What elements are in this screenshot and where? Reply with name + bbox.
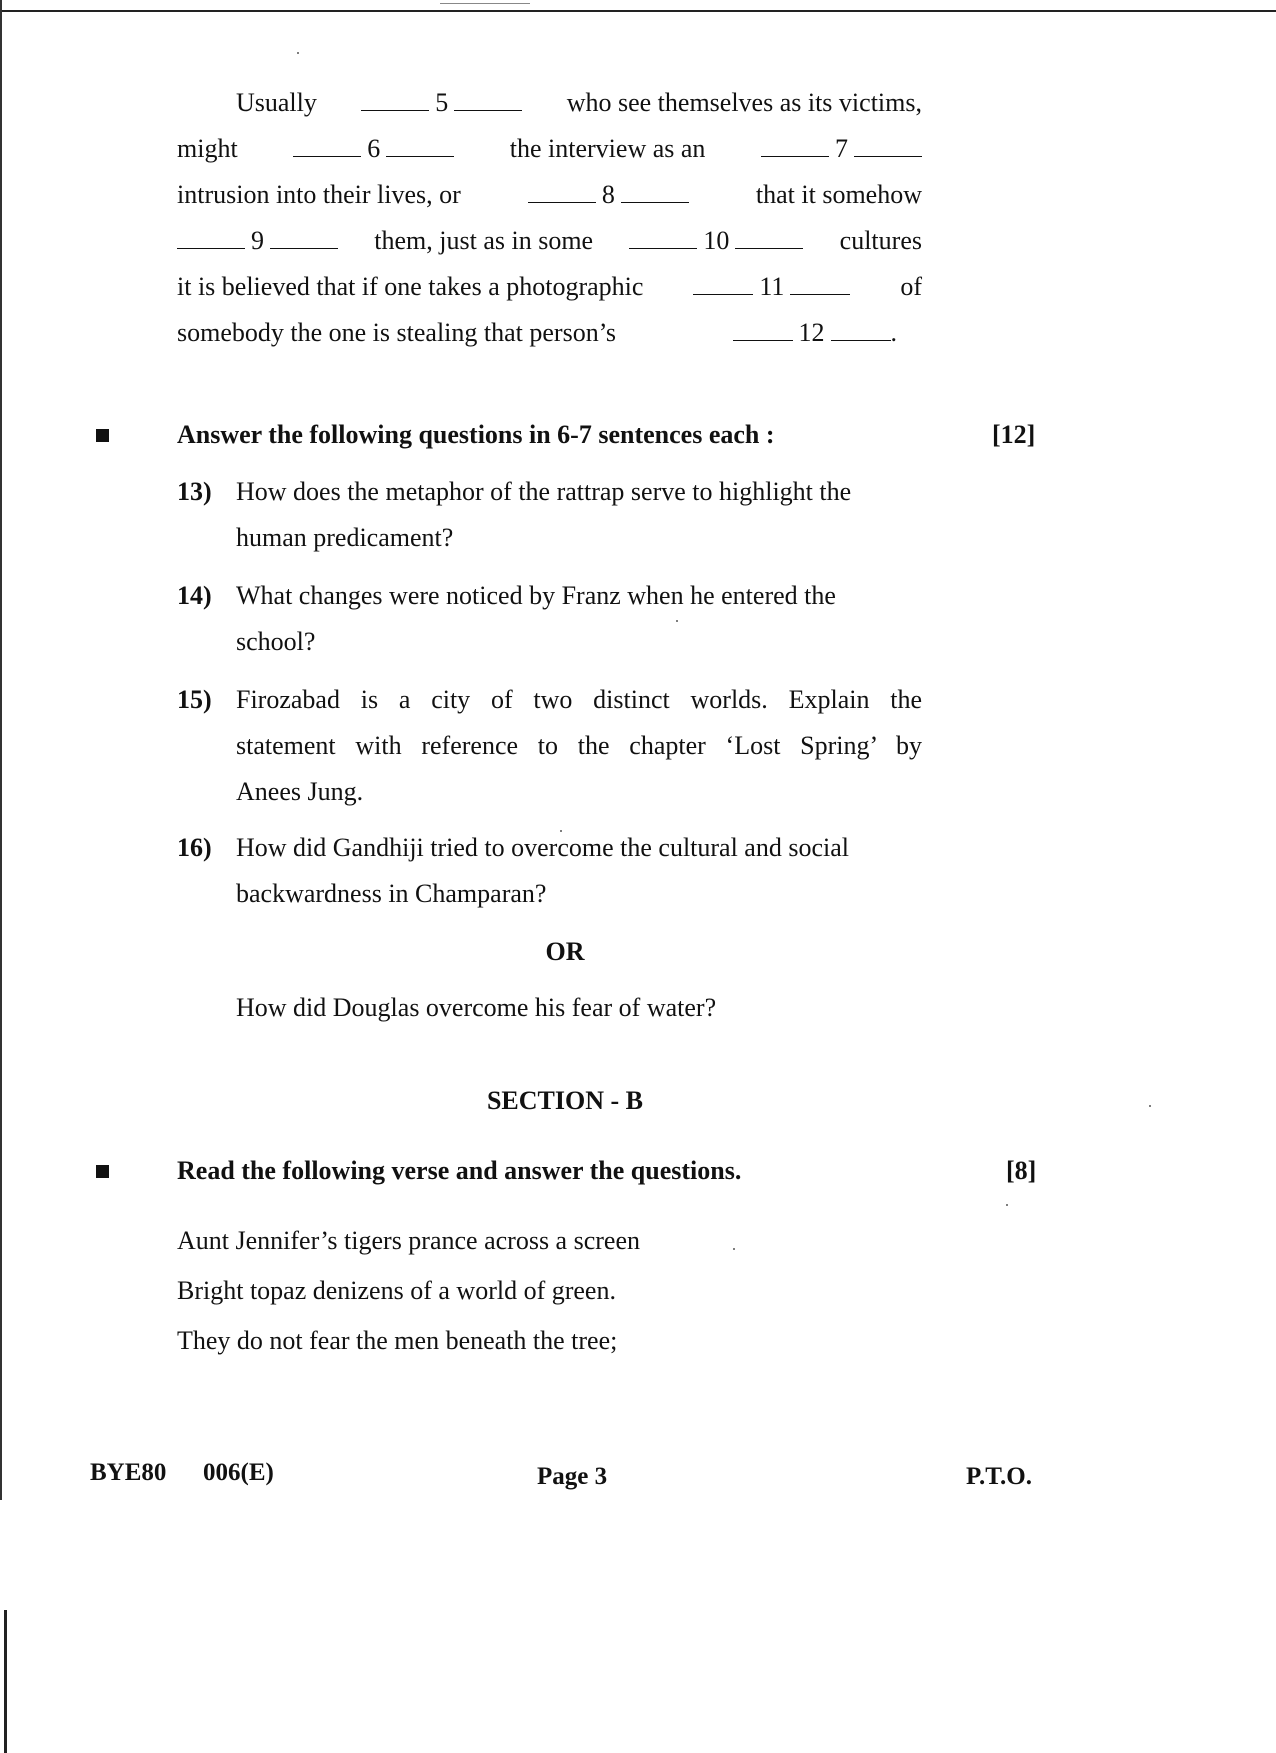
bullet-icon [96,1165,109,1178]
footer-page-number: Page 3 [537,1463,608,1490]
passage-text: Usually [236,88,317,117]
blank-line [454,90,522,111]
verse-line-1: Aunt Jennifer’s tigers prance across a screen [177,1226,640,1255]
marks-verse: [8] [1006,1156,1037,1185]
blank-number: 7 [834,134,848,163]
blank-number: 6 [367,134,381,163]
question-text-16-line-2: backwardness in Champaran? [236,879,547,908]
left-binding-mark [4,1610,7,1753]
passage-text: cultures [839,226,922,255]
blank-line [528,182,596,203]
question-text-15-line-1: Firozabad is a city of two distinct worlds. Explain the [236,685,922,714]
marks-long-answer: [12] [992,420,1036,449]
or-label: OR [545,937,585,966]
top-faint-line [440,3,530,4]
scan-speck [297,52,299,54]
question-number-13: 13) [177,477,212,506]
blank-group [733,318,898,348]
passage-text: the interview as an [509,134,706,163]
top-border-line [0,10,1276,12]
blank-group [177,226,338,256]
question-text-14-line-2: school? [236,627,316,656]
or-question-text: How did Douglas overcome his fear of water? [236,993,717,1022]
blank-line [270,228,338,249]
blank-line [361,90,429,111]
question-text-13-line-1: How does the metaphor of the rattrap serve to highlight the [236,477,852,506]
scan-speck [1006,1204,1008,1206]
question-text-13-line-2: human predicament? [236,523,454,552]
passage-text: it is believed that if one takes a photographic [177,272,644,301]
passage-text: might [177,134,238,163]
blank-line [831,320,891,341]
scan-speck [560,830,562,832]
instruction-long-answer: Answer the following questions in 6-7 sentences each : [177,420,775,449]
blank-number: 5 [435,88,449,117]
question-number-15: 15) [177,685,212,714]
passage-text: intrusion into their lives, or [177,180,461,209]
scan-speck [1149,1105,1151,1107]
passage-line-4 [177,226,922,256]
passage-line-1 [236,88,922,118]
question-text-14-line-1: What changes were noticed by Franz when he entered the [236,581,836,610]
passage-text: of [900,272,922,301]
blank-line [854,136,922,157]
blank-number: 8 [601,180,615,209]
passage-text: who see themselves as its victims, [566,88,922,117]
question-text-15-line-3: Anees Jung. [236,777,364,806]
passage-line-2 [177,134,922,164]
passage-text: that it somehow [755,180,922,209]
footer-code-1: BYE80 [90,1459,167,1486]
blank-group [293,134,454,164]
blank-line [761,136,829,157]
blank-line [293,136,361,157]
bullet-icon [96,429,109,442]
question-number-14: 14) [177,581,212,610]
question-number-16: 16) [177,833,212,862]
footer-code-2: 006(E) [203,1459,274,1486]
blank-number: 11 [759,272,785,301]
verse-line-2: Bright topaz denizens of a world of green. [177,1276,616,1305]
blank-number: 10 [703,226,730,255]
blank-line [735,228,803,249]
passage-line-3 [177,180,922,210]
blank-group [361,88,522,118]
blank-group [629,226,803,256]
blank-group [761,134,922,164]
passage-line-6 [177,318,897,348]
passage-line-5 [177,272,922,302]
question-text-15-line-2: statement with reference to the chapter ‘Lost Spring’ by [236,731,922,760]
scan-speck [733,1248,735,1250]
passage-text: them, just as in some [374,226,594,255]
blank-line [733,320,793,341]
blank-line [629,228,697,249]
question-text-16-line-1: How did Gandhiji tried to overcome the cultural and social [236,833,849,862]
passage-text: . [890,318,897,347]
footer-pto: P.T.O. [966,1463,1032,1490]
blank-number: 12 [798,318,825,347]
blank-group [528,180,689,210]
scan-speck [676,620,678,622]
blank-line [386,136,454,157]
instruction-verse: Read the following verse and answer the questions. [177,1156,742,1185]
blank-number: 9 [251,226,264,255]
verse-line-3: They do not fear the men beneath the tree; [177,1326,618,1355]
blank-line [177,228,245,249]
blank-line [693,274,753,295]
left-border-line [0,0,2,1500]
section-b-heading: SECTION - B [486,1086,644,1115]
passage-text: somebody the one is stealing that person’s [177,318,617,347]
blank-line [621,182,689,203]
blank-line [790,274,850,295]
blank-group [693,272,850,302]
